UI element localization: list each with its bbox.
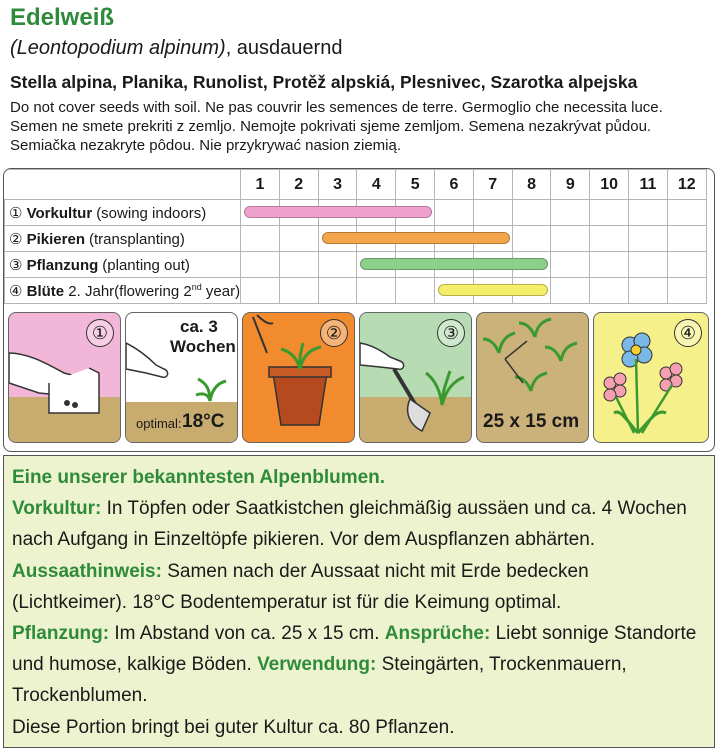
row-translation-end: year) xyxy=(201,282,241,300)
step-2-badge: ② xyxy=(320,319,348,347)
weeks-line-1: ca. 3 xyxy=(180,317,218,336)
temp-value: 18°C xyxy=(182,411,225,432)
instruction-line: Semiačka nezakryte pôdou. Nie przykrywać nasion ziemią. xyxy=(10,137,402,154)
month-2: 2 xyxy=(279,170,318,200)
row-title: Vorkultur xyxy=(26,204,93,222)
row-label-pikieren xyxy=(5,226,241,252)
ansprueche-label: Ansprüche: xyxy=(384,623,491,645)
row-title: Blüte xyxy=(26,282,65,300)
step-number: ① xyxy=(9,204,23,222)
spacing-label: 25 x 15 cm xyxy=(483,411,580,432)
info-aussaat xyxy=(12,556,706,618)
weeks-line-2: Wochen xyxy=(170,337,236,356)
sowing-instructions xyxy=(10,98,710,155)
pflanzung-label: Pflanzung: xyxy=(12,623,110,645)
step-number: ③ xyxy=(9,256,23,274)
latin-name: (Leontopodium alpinum) xyxy=(10,37,226,59)
month-3: 3 xyxy=(318,170,357,200)
foreign-names: Stella alpina, Planika, Runolist, Protěž alpskiá, Plesnivec, Szarotka alpejska xyxy=(10,72,638,92)
row-title: Pflanzung xyxy=(26,256,99,274)
step-number: ④ xyxy=(9,282,23,300)
month-10: 10 xyxy=(590,170,629,200)
info-vorkultur xyxy=(12,493,706,555)
panel-sowing xyxy=(8,312,121,443)
row-translation: (transplanting) xyxy=(89,230,185,248)
info-headline: Eine unserer bekanntesten Alpenblumen. xyxy=(12,467,386,488)
aussaat-text: Samen nach der Aussaat nicht mit Erde bedecken (Lichtkeimer). 18°C Bodentemperatur ist für die Keimung optimal. xyxy=(12,560,589,613)
step-number: ② xyxy=(9,230,23,248)
month-8: 8 xyxy=(512,170,551,200)
month-6: 6 xyxy=(435,170,474,200)
step-4-badge: ④ xyxy=(674,319,702,347)
subtitle-rest: , ausdauernd xyxy=(225,37,343,59)
row-translation: (planting out) xyxy=(102,256,190,274)
vorkultur-text: In Töpfen oder Saatkistchen gleichmäßig aussäen und ca. 4 Wochen nach Aufgang in Einzeltöpfe pikieren. Vor dem Auspflanzen abhärten. xyxy=(12,498,687,551)
aussaat-label: Aussaathinweis: xyxy=(12,560,162,582)
ansprueche-text: Liebt sonnige Standorte und humose, kalkige Böden. xyxy=(12,623,697,676)
month-9: 9 xyxy=(551,170,590,200)
vorkultur-label: Vorkultur: xyxy=(12,498,102,520)
month-12: 12 xyxy=(667,170,706,200)
row-title: Pikieren xyxy=(26,230,85,248)
temp-label: optimal: xyxy=(136,416,182,431)
calendar-bar-3 xyxy=(360,258,548,270)
month-4: 4 xyxy=(357,170,396,200)
info-box xyxy=(3,455,715,748)
row-translation: (sowing indoors) xyxy=(96,204,207,222)
instruction-line: Semen ne smete prekriti z zemljo. Nemojte pokrivati sjeme zemljom. Semena nezakrývat půdou. xyxy=(10,118,652,135)
panel-spacing xyxy=(476,312,589,443)
calendar-box xyxy=(3,168,715,452)
illustration-strip xyxy=(4,308,715,444)
month-1: 1 xyxy=(241,170,280,200)
row-label-bluete xyxy=(5,278,241,304)
calendar-bar-4 xyxy=(438,284,548,296)
info-footer: Diese Portion bringt bei guter Kultur ca. 80 Pflanzen. xyxy=(12,716,455,738)
panel-germination xyxy=(125,312,238,443)
panel-transplanting xyxy=(242,312,355,443)
month-11: 11 xyxy=(629,170,668,200)
months-header-row xyxy=(5,170,707,200)
step-3-badge: ③ xyxy=(437,319,465,347)
row-extra: 2. Jahr xyxy=(68,282,115,300)
pflanzung-text: Im Abstand von ca. 25 x 15 cm. xyxy=(109,623,385,645)
row-bluete xyxy=(5,278,707,304)
verwendung-label: Verwendung: xyxy=(257,654,377,676)
product-subtitle xyxy=(10,37,342,60)
row-label-vorkultur xyxy=(5,200,241,226)
verwendung-text: Steingärten, Trockenmauern, Trockenblumen. xyxy=(12,654,627,707)
month-7: 7 xyxy=(473,170,512,200)
row-translation: (flowering 2 xyxy=(114,282,192,300)
info-pflanzung xyxy=(12,618,706,712)
panel-planting-out xyxy=(359,312,472,443)
instruction-line: Do not cover seeds with soil. Ne pas couvrir les semences de terre. Germoglio che necessita luce. xyxy=(10,99,663,116)
header-blank xyxy=(5,170,241,200)
row-label-pflanzung xyxy=(5,252,241,278)
row-translation-sup: nd xyxy=(191,281,202,292)
calendar-bar-1 xyxy=(244,206,432,218)
panel-flowering xyxy=(593,312,709,443)
calendar-bar-2 xyxy=(322,232,510,244)
step-1-badge: ① xyxy=(86,319,114,347)
row-pflanzung xyxy=(5,252,707,278)
month-5: 5 xyxy=(396,170,435,200)
product-title: Edelweiß xyxy=(10,4,115,31)
